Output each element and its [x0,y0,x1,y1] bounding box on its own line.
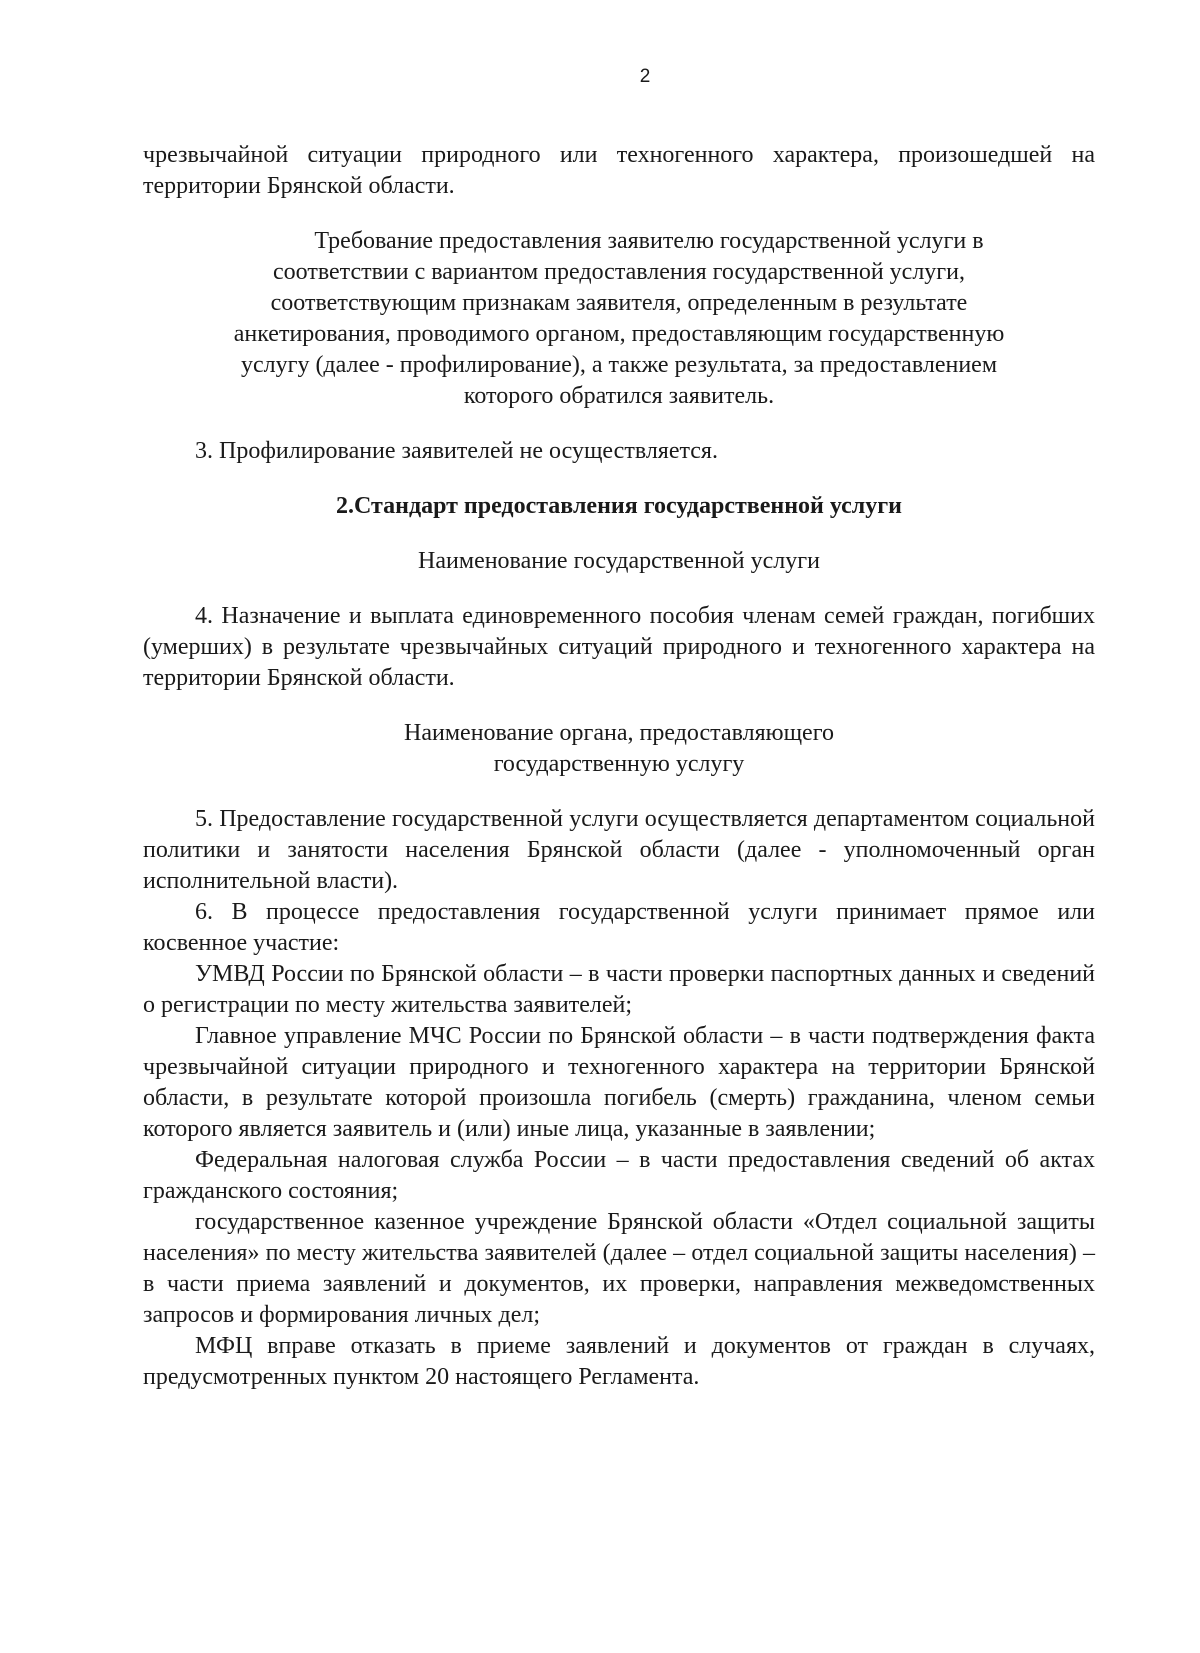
paragraph-continuation: чрезвычайной ситуации природного или техногенного характера, произошедшей на территории Брянской области. [143,142,1095,199]
item-4: 4. Назначение и выплата единовременного пособия членам семей граждан, погибших (умерших) в результате чрезвычайных ситуаций природного и техногенного характера на территории Брянской области. [143,603,1095,691]
participant-umvd: УМВД России по Брянской области – в части проверки паспортных данных и сведений о регистрации по месту жительства заявителей; [143,961,1095,1018]
item-3: 3. Профилирование заявителей не осуществляется. [195,438,718,464]
participant-mfc: МФЦ вправе отказать в приеме заявлений и документов от граждан в случаях, предусмотренных пунктом 20 настоящего Регламента. [143,1333,1095,1390]
page-number: 2 [639,66,651,87]
authority-heading-line2: государственную услугу [493,751,745,777]
section-2-title: 2.Стандарт предоставления государственной услуги [336,493,902,519]
participant-gku: государственное казенное учреждение Брянской области «Отдел социальной защиты населения» по месту жительства заявителей (далее – отдел социальной защиты населения) – в части приема заявлений и документов, их проверки, направления межведомственных запросов и формирования личных дел; [143,1209,1095,1328]
service-name-heading: Наименование государственной услуги [418,548,820,574]
authority-heading-line1: Наименование органа, предоставляющего [404,720,834,746]
item-5: 5. Предоставление государственной услуги осуществляется департаментом социальной политики и занятости населения Брянской области (далее - уполномоченный орган исполнительной власти). [143,806,1095,894]
participant-mchs: Главное управление МЧС России по Брянской области – в части подтверждения факта чрезвычайной ситуации природного и техногенного характера на территории Брянской области, в результате которой произошла погибель (смерть) гражданина, членом семьи которого является заявитель и (или) иные лица, указанные в заявлении; [143,1023,1095,1142]
requirement-heading: Требование предоставления заявителю государственной услуги в соответствии с вариантом предоставления государственной услуги, соответствующим признакам заявителя, определенным в результате анкетирования, проводимого органом, предоставляющим государственную услугу (далее - профилирование), а также результата, за предоставлением которого обратился заявитель. [233,228,1005,409]
participant-fns: Федеральная налоговая служба России – в части предоставления сведений об актах гражданского состояния; [143,1147,1095,1204]
document-body [143,140,1095,1393]
item-6: 6. В процессе предоставления государственной услуги принимает прямое или косвенное участие: [143,899,1095,956]
